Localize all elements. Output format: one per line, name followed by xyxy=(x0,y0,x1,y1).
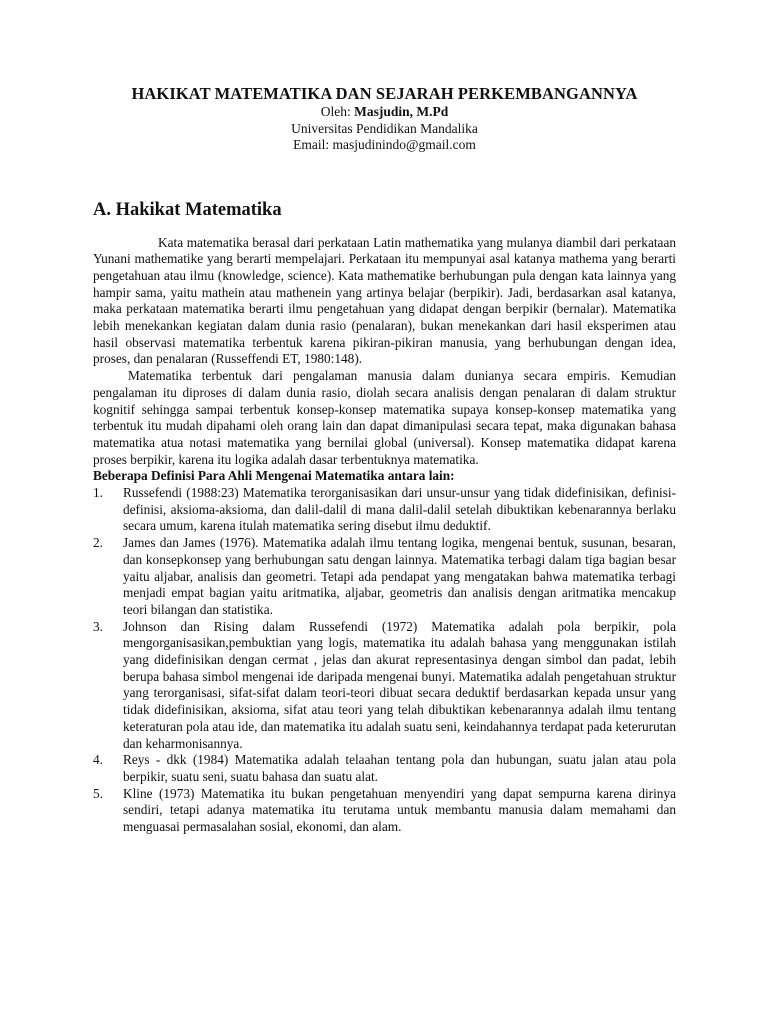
definitions-heading: Beberapa Definisi Para Ahli Mengenai Matematika antara lain: xyxy=(93,468,455,484)
list-item-number: 4. xyxy=(93,752,103,768)
list-item-text: Reys - dkk (1984) Matematika adalah telaahan tentang pola dan hubungan, suatu jalan atau pola berpikir, suatu seni, suatu bahasa dan suatu alat. xyxy=(123,752,676,784)
paragraph-2: Matematika terbentuk dari pengalaman manusia dalam dunianya secara empiris. Kemudian pengalaman itu diproses di dalam dunia rasio, diolah secara analisis dengan penalaran di dalam struktur kognitif sehingga sampai terbentuk konsep-konsep matematika supaya konsep-konsep matematika yang terbentuk itu mudah dipahami oleh orang lain dan dapat dimanipulasi secara tepat, maka digunakan bahasa matematika atua notasi matematika yang bernilai global (universal). Konsep matematika didapat karena proses berpikir, karena itu logika adalah dasar terbentuknya matematika. xyxy=(93,368,676,467)
list-item-text: Russefendi (1988:23) Matematika terorganisasikan dari unsur-unsur yang tidak didefinisikan, definisi-definisi, aksioma-aksioma, dan dalil-dalil di mana dalil-dalil setelah dibuktikan kebenarannya berlaku secara umum, karena itulah matematika sering disebut ilmu deduktif. xyxy=(123,485,676,534)
definitions-list xyxy=(93,485,676,836)
list-item xyxy=(93,535,676,619)
list-item xyxy=(93,485,676,535)
university: Universitas Pendidikan Mandalika xyxy=(291,120,478,136)
author-line xyxy=(93,104,676,121)
list-item xyxy=(93,786,676,836)
document-header xyxy=(93,84,676,154)
list-item xyxy=(93,752,676,785)
list-item-text: Johnson dan Rising dalam Russefendi (1972) Matematika adalah pola berpikir, pola mengorganisasikan,pembuktian yang logis, matematika itu adalah bahasa yang menggunakan istilah yang didefinisikan dengan cermat , jelas dan akurat representasinya dengan simbol dan padat, lebih berupa bahasa simbol mengenai ide daripada mengenai bunyi. Matematika adalah pengetahuan struktur yang terorganisasi, sifat-sifat dalam teori-teori dibuat secara deduktif berdasarkan kepada unsur yang tidak didefinisikan, aksioma, sifat atau teori yang telah dibuktikan kebenarannya adalah ilmu tentang keteraturan pola atau ide, dan matematika itu adalah suatu seni, keindahannya terdapat pada keterurutan dan keharmonisannya. xyxy=(123,618,676,751)
list-item-text: Kline (1973) Matematika itu bukan pengetahuan menyendiri yang dapat sempurna karena dirinya sendiri, tetapi adanya matematika itu terutama untuk membantu manusia dalam memahami dan menguasai permasalahan sosial, ekonomi, dan alam. xyxy=(123,785,676,835)
list-item-text: James dan James (1976). Matematika adalah ilmu tentang logika, mengenai bentuk, susunan, besaran, dan konsepkonsep yang berhubungan satu dengan lainnya. Matematika terbagi dalam tiga bagian besar yaitu aljabar, analisis dan geometri. Tetapi ada pendapat yang mengatakan bahwa matematika terbagi menjadi empat bagian yaitu aritmatika, aljabar, geometris dan analisis dengan aritmatika mencakup teori bilangan dan statistika. xyxy=(123,535,676,617)
author-name: Masjudin, M.Pd xyxy=(354,104,449,119)
paragraph-1: Kata matematika berasal dari perkataan Latin mathematika yang mulanya diambil dari perkataan Yunani mathematike yang berarti mempelajari. Perkataan itu mempunyai asal katanya mathema yang berarti pengetahuan atau ilmu (knowledge, science). Kata mathematike berhubungan pula dengan kata lainnya yang hampir sama, yaitu mathein atau mathenein yang artinya belajar (berpikir). Jadi, berdasarkan asal katanya, maka perkataan matematika berarti ilmu pengetahuan yang didapat dengan berpikir (bernalar). Matematika lebih menekankan kegiatan dalam dunia rasio (penalaran), bukan menekankan dari hasil eksperimen atau hasil observasi matematika terbentuk karena pikiran-pikiran manusia, yang berhubungan dengan idea, proses, dan penalaran (Russeffendi ET, 1980:148). xyxy=(93,234,676,367)
author-prefix: Oleh: xyxy=(320,104,355,119)
email: Email: masjudinindo@gmail.com xyxy=(293,137,476,152)
list-item-number: 3. xyxy=(93,618,103,634)
list-item-number: 2. xyxy=(93,535,103,551)
list-item xyxy=(93,619,676,753)
section-heading: A. Hakikat Matematika xyxy=(93,199,282,220)
list-item-number: 5. xyxy=(93,785,103,801)
document-title: HAKIKAT MATEMATIKA DAN SEJARAH PERKEMBANGANNYA xyxy=(131,84,638,103)
list-item-number: 1. xyxy=(93,485,103,501)
